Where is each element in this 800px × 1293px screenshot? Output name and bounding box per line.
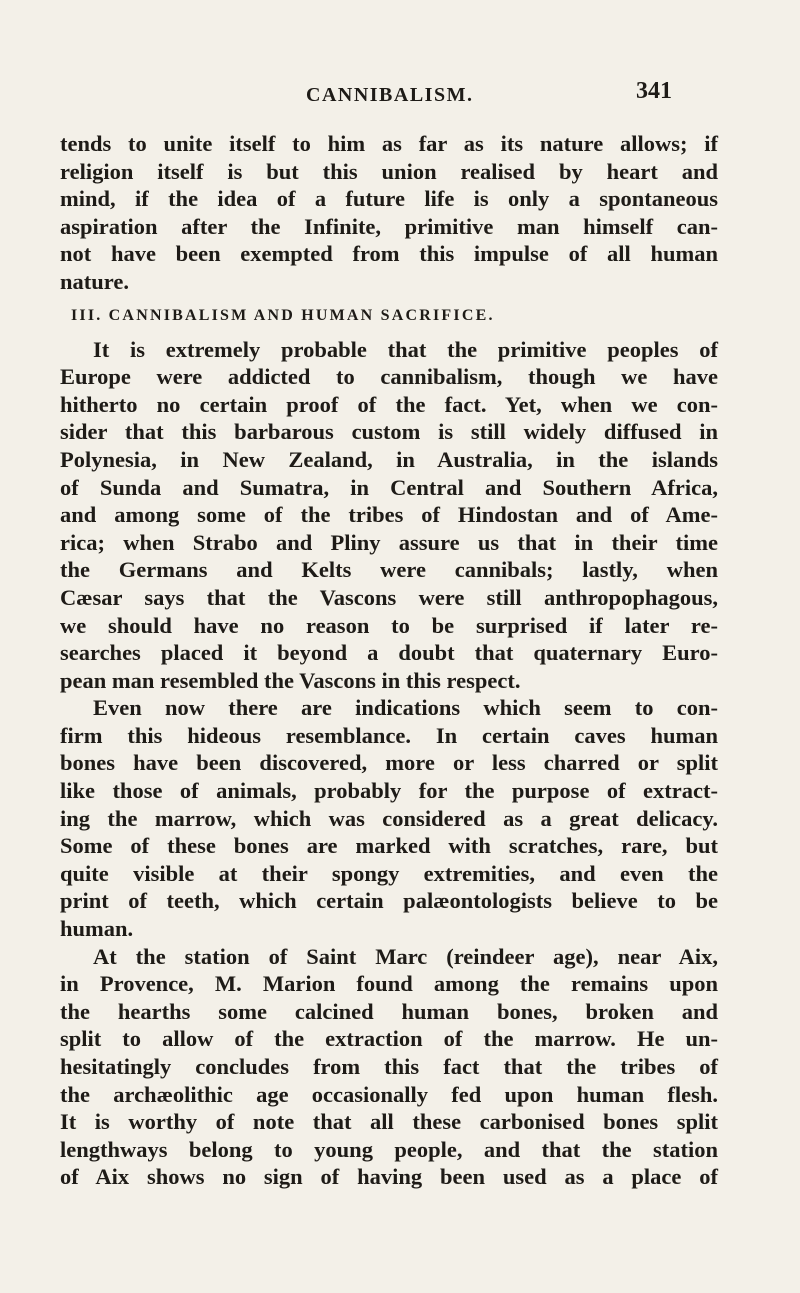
paragraph (60, 130, 718, 296)
text-line: rica; when Strabo and Pliny assure us that in their time (60, 529, 718, 555)
text-line: At the station of Saint Marc (reindeer age), near Aix, (93, 943, 718, 969)
text-line: ing the marrow, which was considered as a great delicacy. (60, 805, 718, 831)
text-line: hesitatingly concludes from this fact that the tribes of (60, 1054, 718, 1079)
paragraph (60, 336, 718, 695)
text-line: Cæsar says that the Vascons were still anthropophagous, (60, 584, 718, 610)
text-line: Some of these bones are marked with scratches, rare, but (60, 833, 718, 859)
text-line: lengthways belong to young people, and that the station (60, 1136, 718, 1162)
body-text (60, 130, 718, 1191)
text-line: like those of animals, probably for the purpose of extract- (60, 778, 718, 804)
text-line: Europe were addicted to cannibalism, though we have (60, 364, 718, 390)
text-line: human. (60, 916, 134, 942)
text-line: in Provence, M. Marion found among the remains upon (60, 971, 718, 997)
section-heading: III. CANNIBALISM AND HUMAN SACRIFICE. (71, 306, 495, 324)
running-title: CANNIBALISM. (306, 84, 474, 106)
text-line: print of teeth, which certain palæontologists believe to be (60, 888, 718, 914)
text-line: of Aix shows no sign of having been used as a place of (60, 1164, 718, 1190)
text-line: quite visible at their spongy extremities, and even the (60, 860, 718, 886)
text-line: searches placed it beyond a doubt that quaternary Euro- (60, 640, 718, 666)
text-line: pean man resembled the Vascons in this respect. (60, 667, 521, 693)
text-line: of Sunda and Sumatra, in Central and Southern Africa, (60, 474, 718, 500)
text-line: hitherto no certain proof of the fact. Yet, when we con- (60, 391, 718, 417)
text-line: tends to unite itself to him as far as its nature allows; if (60, 131, 718, 156)
paragraph (60, 694, 718, 942)
text-line: the archæolithic age occasionally fed upon human flesh. (60, 1081, 718, 1107)
text-line: the Germans and Kelts were cannibals; lastly, when (60, 557, 718, 583)
text-line: sider that this barbarous custom is still widely diffused in (60, 419, 718, 445)
text-line: and among some of the tribes of Hindostan and of Ame- (60, 502, 718, 528)
text-line: we should have no reason to be surprised if later re- (60, 612, 718, 638)
text-line: aspiration after the Infinite, primitive man himself can- (60, 213, 718, 239)
text-line: mind, if the idea of a future life is only a spontaneous (60, 186, 718, 212)
text-line: Polynesia, in New Zealand, in Australia, in the islands (60, 446, 718, 472)
text-line: nature. (60, 268, 129, 294)
text-line: Even now there are indications which seem to con- (93, 695, 718, 721)
text-line: religion itself is but this union realised by heart and (60, 158, 718, 184)
text-line: split to allow of the extraction of the marrow. He un- (60, 1026, 718, 1052)
text-line: bones have been discovered, more or less charred or split (60, 750, 718, 776)
page-number: 341 (636, 78, 672, 104)
text-line: firm this hideous resemblance. In certain caves human (60, 722, 718, 748)
text-line: not have been exempted from this impulse of all human (60, 241, 718, 267)
paragraph (60, 943, 718, 1191)
text-line: the hearths some calcined human bones, broken and (60, 998, 718, 1024)
text-line: It is worthy of note that all these carbonised bones split (60, 1109, 718, 1135)
text-line: It is extremely probable that the primitive peoples of (93, 336, 718, 362)
